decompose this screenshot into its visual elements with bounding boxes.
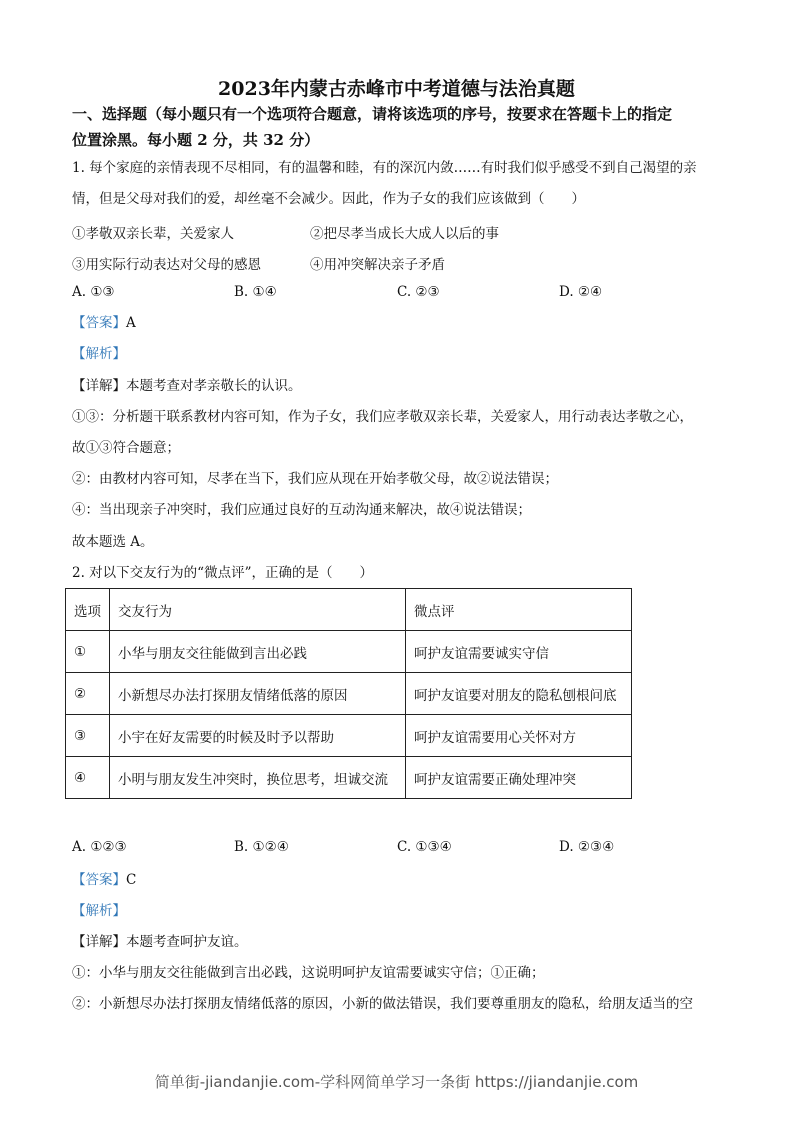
footer-watermark: 简单街-jiandanjie.com-学科网简单学习一条街 https://jiandanjie.com: [154, 1073, 639, 1091]
header-cell: 选项: [66, 589, 110, 631]
q1-choice: C. ②③: [397, 284, 440, 300]
cell: 呵护友谊需要诚实守信: [406, 631, 632, 673]
cell: 小宇在好友需要的时候及时予以帮助: [110, 715, 406, 757]
answer-label: 【答案】: [72, 872, 126, 888]
analysis-label: 【解析】: [72, 346, 126, 362]
cell: 呵护友谊需要正确处理冲突: [406, 757, 632, 799]
q1-stem-cont: 情，但是父母对我们的爱，却丝毫不会减少。因此，作为子女的我们应该做到（ ）: [72, 191, 585, 207]
q1-detail: ②：由教材内容可知，尽孝在当下，我们应从现在开始孝敬父母，故②说法错误；: [72, 471, 558, 487]
cell: ③: [66, 715, 110, 757]
table-row: [66, 757, 632, 799]
q1-stem: 1. 每个家庭的亲情表现不尽相同，有的温馨和睦，有的深沉内敛……有时我们似乎感受不到自己渴望的亲: [72, 160, 697, 176]
q2-stem: 2. 对以下交友行为的“微点评”，正确的是（ ）: [72, 565, 373, 581]
cell: ④: [66, 757, 110, 799]
q1-item: ①孝敬双亲长辈，关爱家人: [72, 226, 234, 242]
q2-answer: [72, 872, 136, 888]
analysis-label: 【解析】: [72, 903, 126, 919]
q1-choice: D. ②④: [559, 284, 603, 300]
table-header-row: [66, 589, 632, 631]
q2-detail: 【详解】本题考查呵护友谊。: [72, 934, 248, 950]
q1-detail: 故本题选 A。: [72, 534, 154, 550]
cell: ①: [66, 631, 110, 673]
q1-detail: ①③：分析题干联系教材内容可知，作为子女，我们应孝敬双亲长辈，关爱家人，用行动表达孝敬之心，: [72, 409, 693, 425]
header-cell: 微点评: [406, 589, 632, 631]
q2-choice: D. ②③④: [559, 839, 615, 855]
q1-detail: ④：当出现亲子冲突时，我们应通过良好的互动沟通来解决，故④说法错误；: [72, 502, 531, 518]
answer-value: C: [126, 872, 137, 888]
q1-answer: [72, 315, 136, 331]
q1-detail: 【详解】本题考查对孝亲敬长的认识。: [72, 378, 302, 394]
q1-item: ③用实际行动表达对父母的感恩: [72, 257, 261, 273]
table-row: [66, 673, 632, 715]
cell: 小华与朋友交往能做到言出必践: [110, 631, 406, 673]
cell: ②: [66, 673, 110, 715]
page-title: 2023年内蒙古赤峰市中考道德与法治真题: [218, 78, 575, 100]
answer-value: A: [126, 315, 136, 331]
q1-choice: A. ①③: [72, 284, 115, 300]
q2-choice: B. ①②④: [234, 839, 289, 855]
q2-detail: ①：小华与朋友交往能做到言出必践，这说明呵护友谊需要诚实守信；①正确；: [72, 965, 545, 981]
cell: 呵护友谊需要用心关怀对方: [406, 715, 632, 757]
section-heading-cont: 位置涂黑。每小题 2 分，共 32 分）: [72, 131, 320, 149]
header-cell: 交友行为: [110, 589, 406, 631]
section-heading: 一、选择题（每小题只有一个选项符合题意，请将该选项的序号，按要求在答题卡上的指定: [72, 105, 673, 123]
q1-item: ④用冲突解决亲子矛盾: [310, 257, 445, 273]
q1-detail: 故①③符合题意；: [72, 440, 180, 456]
q2-table: [65, 588, 632, 799]
cell: 小新想尽办法打探朋友情绪低落的原因: [110, 673, 406, 715]
cell: 小明与朋友发生冲突时，换位思考，坦诚交流: [110, 757, 406, 799]
q2-choice: C. ①③④: [397, 839, 452, 855]
table-row: [66, 631, 632, 673]
table-row: [66, 715, 632, 757]
q2-detail: ②：小新想尽办法打探朋友情绪低落的原因，小新的做法错误，我们要尊重朋友的隐私，给朋友适当的空: [72, 996, 693, 1012]
q1-item: ②把尽孝当成长大成人以后的事: [310, 226, 499, 242]
q2-choice: A. ①②③: [72, 839, 127, 855]
answer-label: 【答案】: [72, 315, 126, 331]
q1-choice: B. ①④: [234, 284, 277, 300]
cell: 呵护友谊要对朋友的隐私刨根问底: [406, 673, 632, 715]
